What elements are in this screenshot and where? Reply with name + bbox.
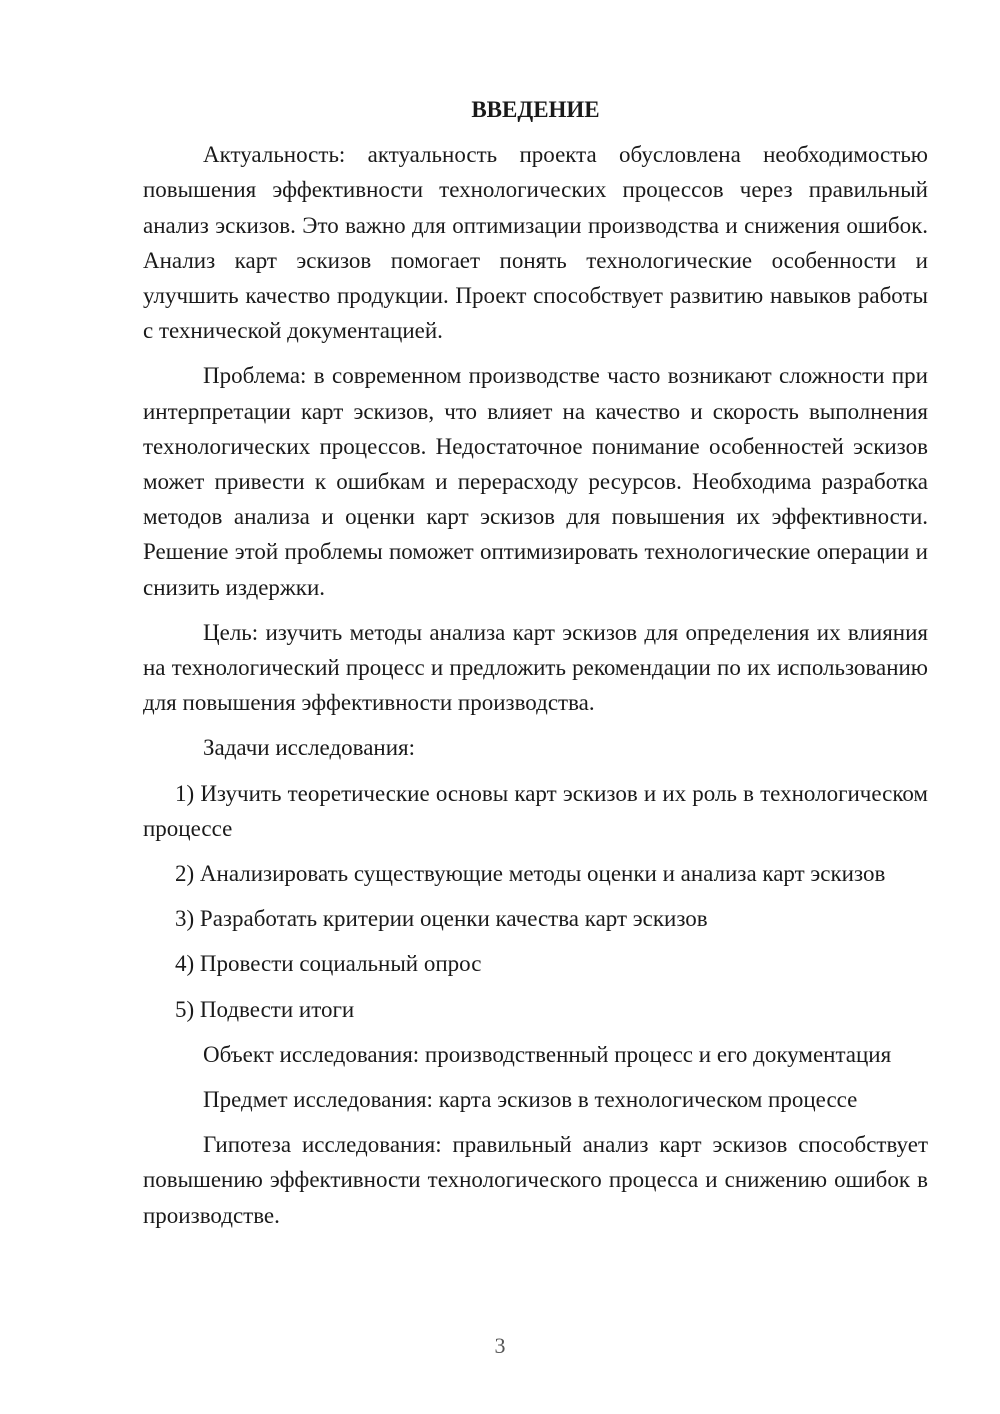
- section-title: ВВЕДЕНИЕ: [471, 97, 600, 122]
- relevance-paragraph: Актуальность: актуальность проекта обусловлена необходимостью повышения эффективности технологических процессов через правильный анализ эскизов. Это важно для оптимизации производства и снижения ошибок. Анализ карт эскизов помогает понять технологические особенности и улучшить качество продукции. Проект способствует развитию навыков работы с технической документацией.: [143, 142, 928, 344]
- problem-paragraph: Проблема: в современном производстве часто возникают сложности при интерпретации карт эскизов, что влияет на качество и скорость выполнения технологических процессов. Недостаточное понимание особенностей эскизов может привести к ошибкам и перерасходу ресурсов. Необходима разработка методов анализа и оценки карт эскизов для повышения их эффективности. Решение этой проблемы поможет оптимизировать технологические операции и снизить издержки.: [143, 363, 928, 600]
- task-item-2: 2) Анализировать существующие методы оценки и анализа карт эскизов: [175, 861, 886, 887]
- goal-paragraph: Цель: изучить методы анализа карт эскизов для определения их влияния на технологический процесс и предложить рекомендации по их использованию для повышения эффективности производства.: [143, 619, 928, 716]
- page-number: 3: [494, 1333, 506, 1358]
- object-paragraph: Объект исследования: производственный процесс и его документация: [203, 1041, 892, 1067]
- subject-paragraph: Предмет исследования: карта эскизов в технологическом процессе: [203, 1087, 858, 1113]
- hypothesis-paragraph: Гипотеза исследования: правильный анализ карт эскизов способствует повышению эффективности технологического процесса и снижению ошибок в производстве.: [143, 1132, 928, 1228]
- tasks-heading: Задачи исследования:: [203, 735, 416, 761]
- task-item-1: 1) Изучить теоретические основы карт эскизов и их роль в технологическом процессе: [143, 780, 928, 841]
- task-item-5: 5) Подвести итоги: [175, 996, 355, 1022]
- task-item-3: 3) Разработать критерии оценки качества карт эскизов: [175, 906, 708, 932]
- task-item-4: 4) Провести социальный опрос: [175, 951, 482, 977]
- document-page: [143, 92, 928, 1243]
